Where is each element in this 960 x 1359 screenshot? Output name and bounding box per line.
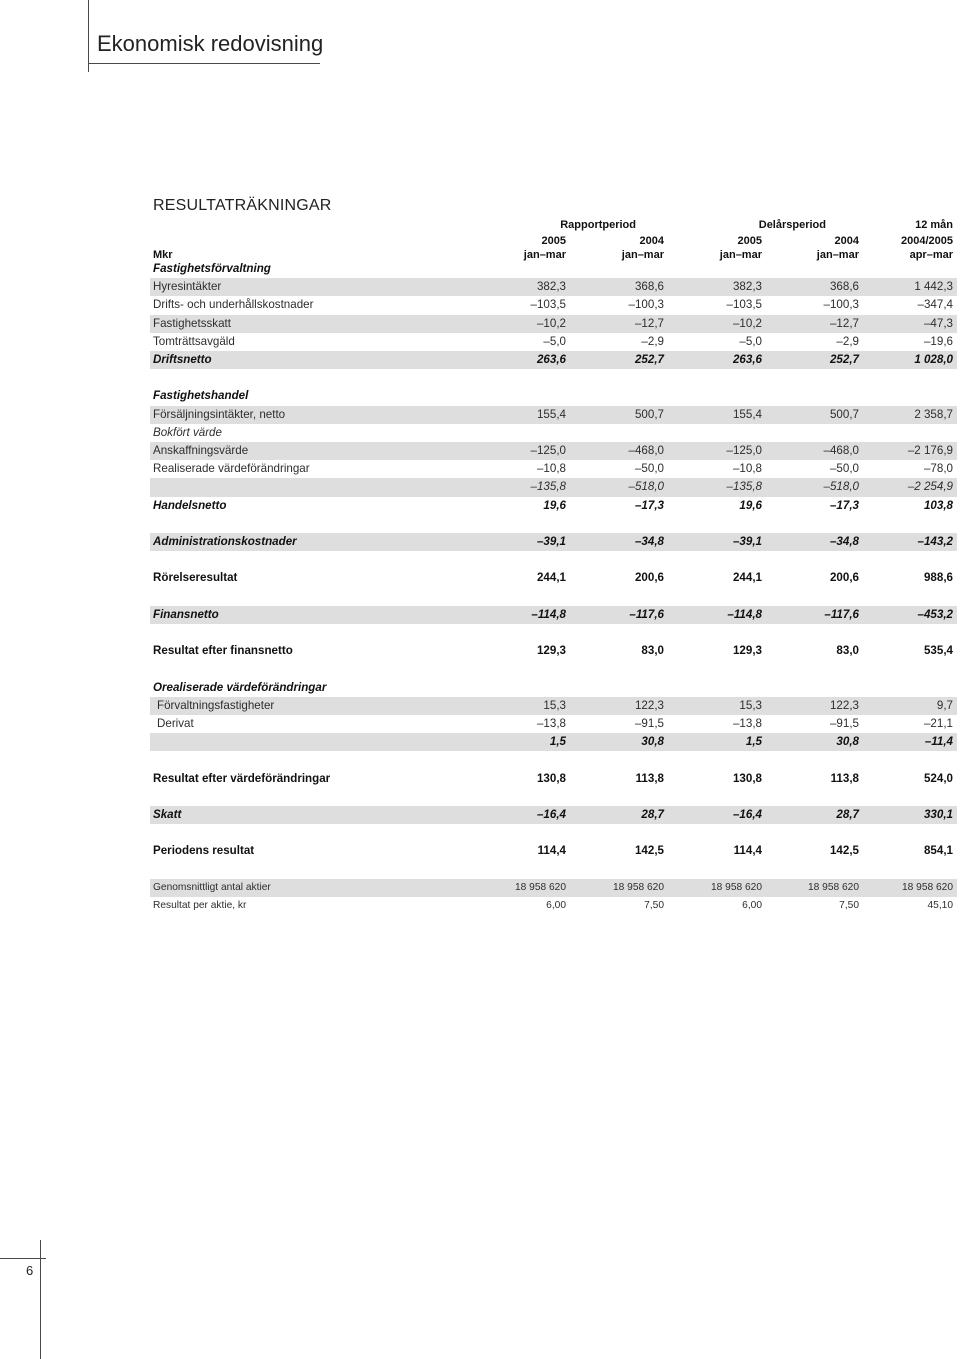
value-delarsperiod-2005: –5,0 — [739, 334, 762, 348]
row-label: Resultat efter finansnetto — [153, 644, 293, 658]
value-delarsperiod-2004: 142,5 — [829, 844, 859, 858]
value-rapportperiod-2004: 7,50 — [644, 900, 664, 911]
total-row — [150, 842, 957, 860]
value-rapportperiod-2005: –125,0 — [530, 444, 566, 457]
table-row — [150, 715, 957, 733]
value-rapportperiod-2004: –518,0 — [628, 480, 664, 494]
subtotal-row — [150, 533, 957, 551]
section-heading: Orealiserade värdeförändringar — [153, 680, 327, 694]
column-group-report-period: Rapportperiod — [560, 219, 636, 231]
row-label: Genomsnittligt antal aktier — [153, 881, 271, 893]
value-12-man: 524,0 — [923, 771, 953, 785]
value-rapportperiod-2004: –100,3 — [628, 298, 664, 312]
value-rapportperiod-2005: 155,4 — [536, 407, 566, 421]
value-rapportperiod-2004: 500,7 — [634, 407, 664, 421]
row-label: Skatt — [153, 808, 182, 821]
unit-label: Mkr — [153, 249, 173, 261]
total-row — [150, 642, 957, 660]
value-12-man: –143,2 — [917, 535, 953, 548]
value-rapportperiod-2005: 244,1 — [536, 571, 566, 585]
value-12-man: 1 028,0 — [914, 353, 953, 366]
value-delarsperiod-2004: 200,6 — [829, 571, 859, 585]
value-delarsperiod-2004: –50,0 — [829, 462, 859, 476]
subheading: Bokfört värde — [153, 425, 222, 439]
subtotal-row — [150, 497, 957, 515]
section-heading-row — [150, 387, 957, 405]
value-rapportperiod-2005: 382,3 — [536, 280, 566, 294]
section-heading: Fastighetsförvaltning — [153, 262, 271, 275]
value-rapportperiod-2004: 113,8 — [635, 771, 664, 785]
row-label: Rörelseresultat — [153, 571, 238, 585]
value-delarsperiod-2004: –117,6 — [824, 607, 859, 621]
share-data-row — [150, 879, 957, 897]
value-12-man: 103,8 — [923, 498, 953, 512]
value-delarsperiod-2005: 1,5 — [745, 735, 762, 749]
column-year-header-row — [150, 234, 957, 248]
value-delarsperiod-2004: –468,0 — [823, 444, 859, 457]
table-row — [150, 442, 957, 460]
column-period: jan–mar — [816, 249, 859, 261]
table-row — [150, 333, 957, 351]
value-rapportperiod-2005: –10,8 — [536, 462, 566, 476]
value-rapportperiod-2005: 19,6 — [543, 498, 566, 512]
value-delarsperiod-2004: 18 958 620 — [808, 881, 859, 893]
value-delarsperiod-2005: 263,6 — [732, 353, 762, 366]
value-rapportperiod-2004: –91,5 — [634, 717, 664, 730]
row-label: Driftsnetto — [153, 353, 212, 366]
value-rapportperiod-2005: 18 958 620 — [515, 881, 566, 893]
value-delarsperiod-2004: –100,3 — [823, 298, 859, 312]
value-rapportperiod-2004: –17,3 — [634, 498, 664, 512]
value-12-man: –11,4 — [924, 735, 953, 749]
value-delarsperiod-2004: –34,8 — [829, 535, 859, 548]
section-heading: Fastighetshandel — [153, 389, 249, 403]
column-group-header-row — [150, 218, 957, 232]
column-year: 2005 — [541, 235, 566, 247]
value-delarsperiod-2005: –39,1 — [732, 535, 762, 548]
sum-row — [150, 478, 957, 496]
value-delarsperiod-2004: 252,7 — [829, 353, 859, 366]
sum-row — [150, 733, 957, 751]
value-delarsperiod-2005: 155,4 — [732, 407, 762, 421]
value-12-man: –47,3 — [923, 316, 953, 330]
value-rapportperiod-2004: 252,7 — [634, 353, 664, 366]
row-label: Finansnetto — [153, 607, 219, 621]
value-rapportperiod-2005: 15,3 — [543, 698, 566, 712]
row-label: Fastighetsskatt — [153, 316, 231, 330]
value-12-man: –453,2 — [917, 607, 953, 621]
value-delarsperiod-2004: 28,7 — [836, 808, 859, 821]
value-rapportperiod-2005: 1,5 — [549, 735, 566, 749]
value-delarsperiod-2005: 18 958 620 — [711, 881, 762, 893]
value-delarsperiod-2004: –2,9 — [836, 334, 859, 348]
value-12-man: 2 358,7 — [914, 407, 953, 421]
column-year: 2005 — [737, 235, 762, 247]
row-label: Tomträttsavgäld — [153, 334, 235, 348]
value-delarsperiod-2005: –13,8 — [732, 717, 762, 730]
value-12-man: 9,7 — [936, 698, 953, 712]
value-rapportperiod-2005: –13,8 — [536, 717, 566, 730]
row-label: Periodens resultat — [153, 844, 255, 858]
value-rapportperiod-2004: –12,7 — [634, 316, 664, 330]
value-delarsperiod-2004: 368,6 — [829, 280, 859, 294]
value-rapportperiod-2005: 6,00 — [546, 900, 566, 911]
value-rapportperiod-2005: 114,4 — [537, 844, 566, 858]
value-delarsperiod-2005: 382,3 — [732, 280, 762, 294]
section-heading-row — [150, 260, 957, 278]
subheading-row — [150, 424, 957, 442]
value-12-man: –347,4 — [917, 298, 953, 312]
row-label: Hyresintäkter — [153, 280, 222, 294]
row-label: Resultat per aktie, kr — [153, 900, 247, 911]
value-delarsperiod-2005: 129,3 — [732, 644, 762, 658]
value-delarsperiod-2005: –10,2 — [732, 316, 762, 330]
subtotal-row — [150, 806, 957, 824]
row-label: Försäljningsintäkter, netto — [153, 407, 286, 421]
value-12-man: 1 442,3 — [914, 280, 953, 294]
value-delarsperiod-2005: 114,4 — [733, 844, 762, 858]
value-delarsperiod-2005: 130,8 — [732, 771, 762, 785]
value-rapportperiod-2005: 263,6 — [536, 353, 566, 366]
value-delarsperiod-2005: –103,5 — [726, 298, 762, 312]
value-12-man: 854,1 — [923, 844, 953, 858]
value-rapportperiod-2005: –39,1 — [536, 535, 566, 548]
value-12-man: –21,1 — [923, 717, 953, 730]
row-label: Drifts- och underhållskostnader — [153, 298, 314, 312]
header-rule-vertical — [88, 0, 89, 72]
value-delarsperiod-2005: 19,6 — [739, 498, 762, 512]
value-delarsperiod-2004: 83,0 — [836, 644, 859, 658]
value-rapportperiod-2004: 200,6 — [634, 571, 664, 585]
value-delarsperiod-2004: 500,7 — [829, 407, 859, 421]
table-row — [150, 315, 957, 333]
value-rapportperiod-2004: 368,6 — [634, 280, 664, 294]
row-label: Administrationskostnader — [153, 535, 297, 548]
value-12-man: –2 254,9 — [907, 480, 953, 494]
value-12-man: 988,6 — [923, 571, 953, 585]
value-delarsperiod-2004: –17,3 — [829, 498, 859, 512]
value-rapportperiod-2004: 30,8 — [641, 735, 664, 749]
value-12-man: –19,6 — [923, 334, 953, 348]
value-delarsperiod-2004: 7,50 — [839, 900, 859, 911]
value-rapportperiod-2004: –2,9 — [641, 334, 664, 348]
row-label: Realiserade värdeförändringar — [153, 462, 310, 476]
value-delarsperiod-2005: –16,4 — [732, 808, 762, 821]
value-12-man: 535,4 — [923, 644, 953, 658]
value-rapportperiod-2004: 142,5 — [634, 844, 664, 858]
column-period: jan–mar — [523, 249, 566, 261]
value-12-man: –2 176,9 — [907, 444, 953, 457]
value-rapportperiod-2004: 122,3 — [634, 698, 664, 712]
section-title: Ekonomisk redovisning — [97, 31, 324, 56]
value-rapportperiod-2004: –117,6 — [629, 607, 664, 621]
value-rapportperiod-2004: 18 958 620 — [613, 881, 664, 893]
subtotal-row — [150, 351, 957, 369]
value-rapportperiod-2005: 130,8 — [536, 771, 566, 785]
value-12-man: 330,1 — [923, 808, 953, 821]
value-rapportperiod-2004: –50,0 — [634, 462, 664, 476]
header-rule-horizontal — [88, 63, 320, 64]
value-rapportperiod-2005: 129,3 — [536, 644, 566, 658]
value-rapportperiod-2004: 83,0 — [641, 644, 664, 658]
value-12-man: –78,0 — [923, 462, 953, 476]
value-rapportperiod-2005: –10,2 — [536, 316, 566, 330]
value-12-man: 45,10 — [927, 900, 953, 911]
value-rapportperiod-2005: –114,8 — [531, 607, 566, 621]
value-delarsperiod-2004: –518,0 — [823, 480, 859, 494]
row-label: Förvaltningsfastigheter — [157, 698, 275, 712]
value-rapportperiod-2005: –5,0 — [543, 334, 566, 348]
table-row — [150, 278, 957, 296]
column-year: 2004 — [834, 235, 859, 247]
table-row — [150, 296, 957, 314]
column-year: 2004 — [639, 235, 664, 247]
column-period: apr–mar — [909, 249, 953, 261]
column-group-interim-period: Delårsperiod — [758, 219, 826, 231]
section-heading-row — [150, 679, 957, 697]
value-rapportperiod-2004: –34,8 — [634, 535, 664, 548]
table-row — [150, 406, 957, 424]
value-delarsperiod-2004: 30,8 — [836, 735, 859, 749]
value-rapportperiod-2005: –135,8 — [530, 480, 566, 494]
table-row — [150, 697, 957, 715]
share-data-row — [150, 897, 957, 915]
page-number: 6 — [26, 1263, 34, 1278]
column-period: jan–mar — [621, 249, 664, 261]
table-row — [150, 460, 957, 478]
value-delarsperiod-2005: 244,1 — [732, 571, 762, 585]
footer-rule-horizontal — [0, 1258, 46, 1259]
value-delarsperiod-2004: –91,5 — [829, 717, 859, 730]
row-label: Handelsnetto — [153, 498, 227, 512]
value-delarsperiod-2005: –125,0 — [726, 444, 762, 457]
value-delarsperiod-2005: –135,8 — [726, 480, 762, 494]
row-label: Anskaffningsvärde — [153, 444, 249, 457]
total-row — [150, 770, 957, 788]
report-title: RESULTATRÄKNINGAR — [153, 197, 332, 214]
total-row — [150, 569, 957, 587]
column-group-twelve-months: 12 mån — [915, 219, 953, 231]
value-rapportperiod-2005: –103,5 — [530, 298, 566, 312]
value-delarsperiod-2005: –10,8 — [732, 462, 762, 476]
value-delarsperiod-2004: 122,3 — [829, 698, 859, 712]
value-delarsperiod-2004: 113,8 — [830, 771, 859, 785]
row-label: Resultat efter värdeförändringar — [153, 771, 331, 785]
value-delarsperiod-2005: 15,3 — [739, 698, 762, 712]
value-rapportperiod-2004: –468,0 — [628, 444, 664, 457]
column-period: jan–mar — [719, 249, 762, 261]
value-rapportperiod-2005: –16,4 — [536, 808, 566, 821]
value-12-man: 18 958 620 — [902, 881, 953, 893]
value-rapportperiod-2004: 28,7 — [641, 808, 664, 821]
subtotal-row — [150, 606, 957, 624]
column-year: 2004/2005 — [901, 235, 953, 247]
value-delarsperiod-2005: 6,00 — [742, 900, 762, 911]
value-delarsperiod-2005: –114,8 — [727, 607, 762, 621]
value-delarsperiod-2004: –12,7 — [829, 316, 859, 330]
row-label: Derivat — [157, 717, 194, 730]
